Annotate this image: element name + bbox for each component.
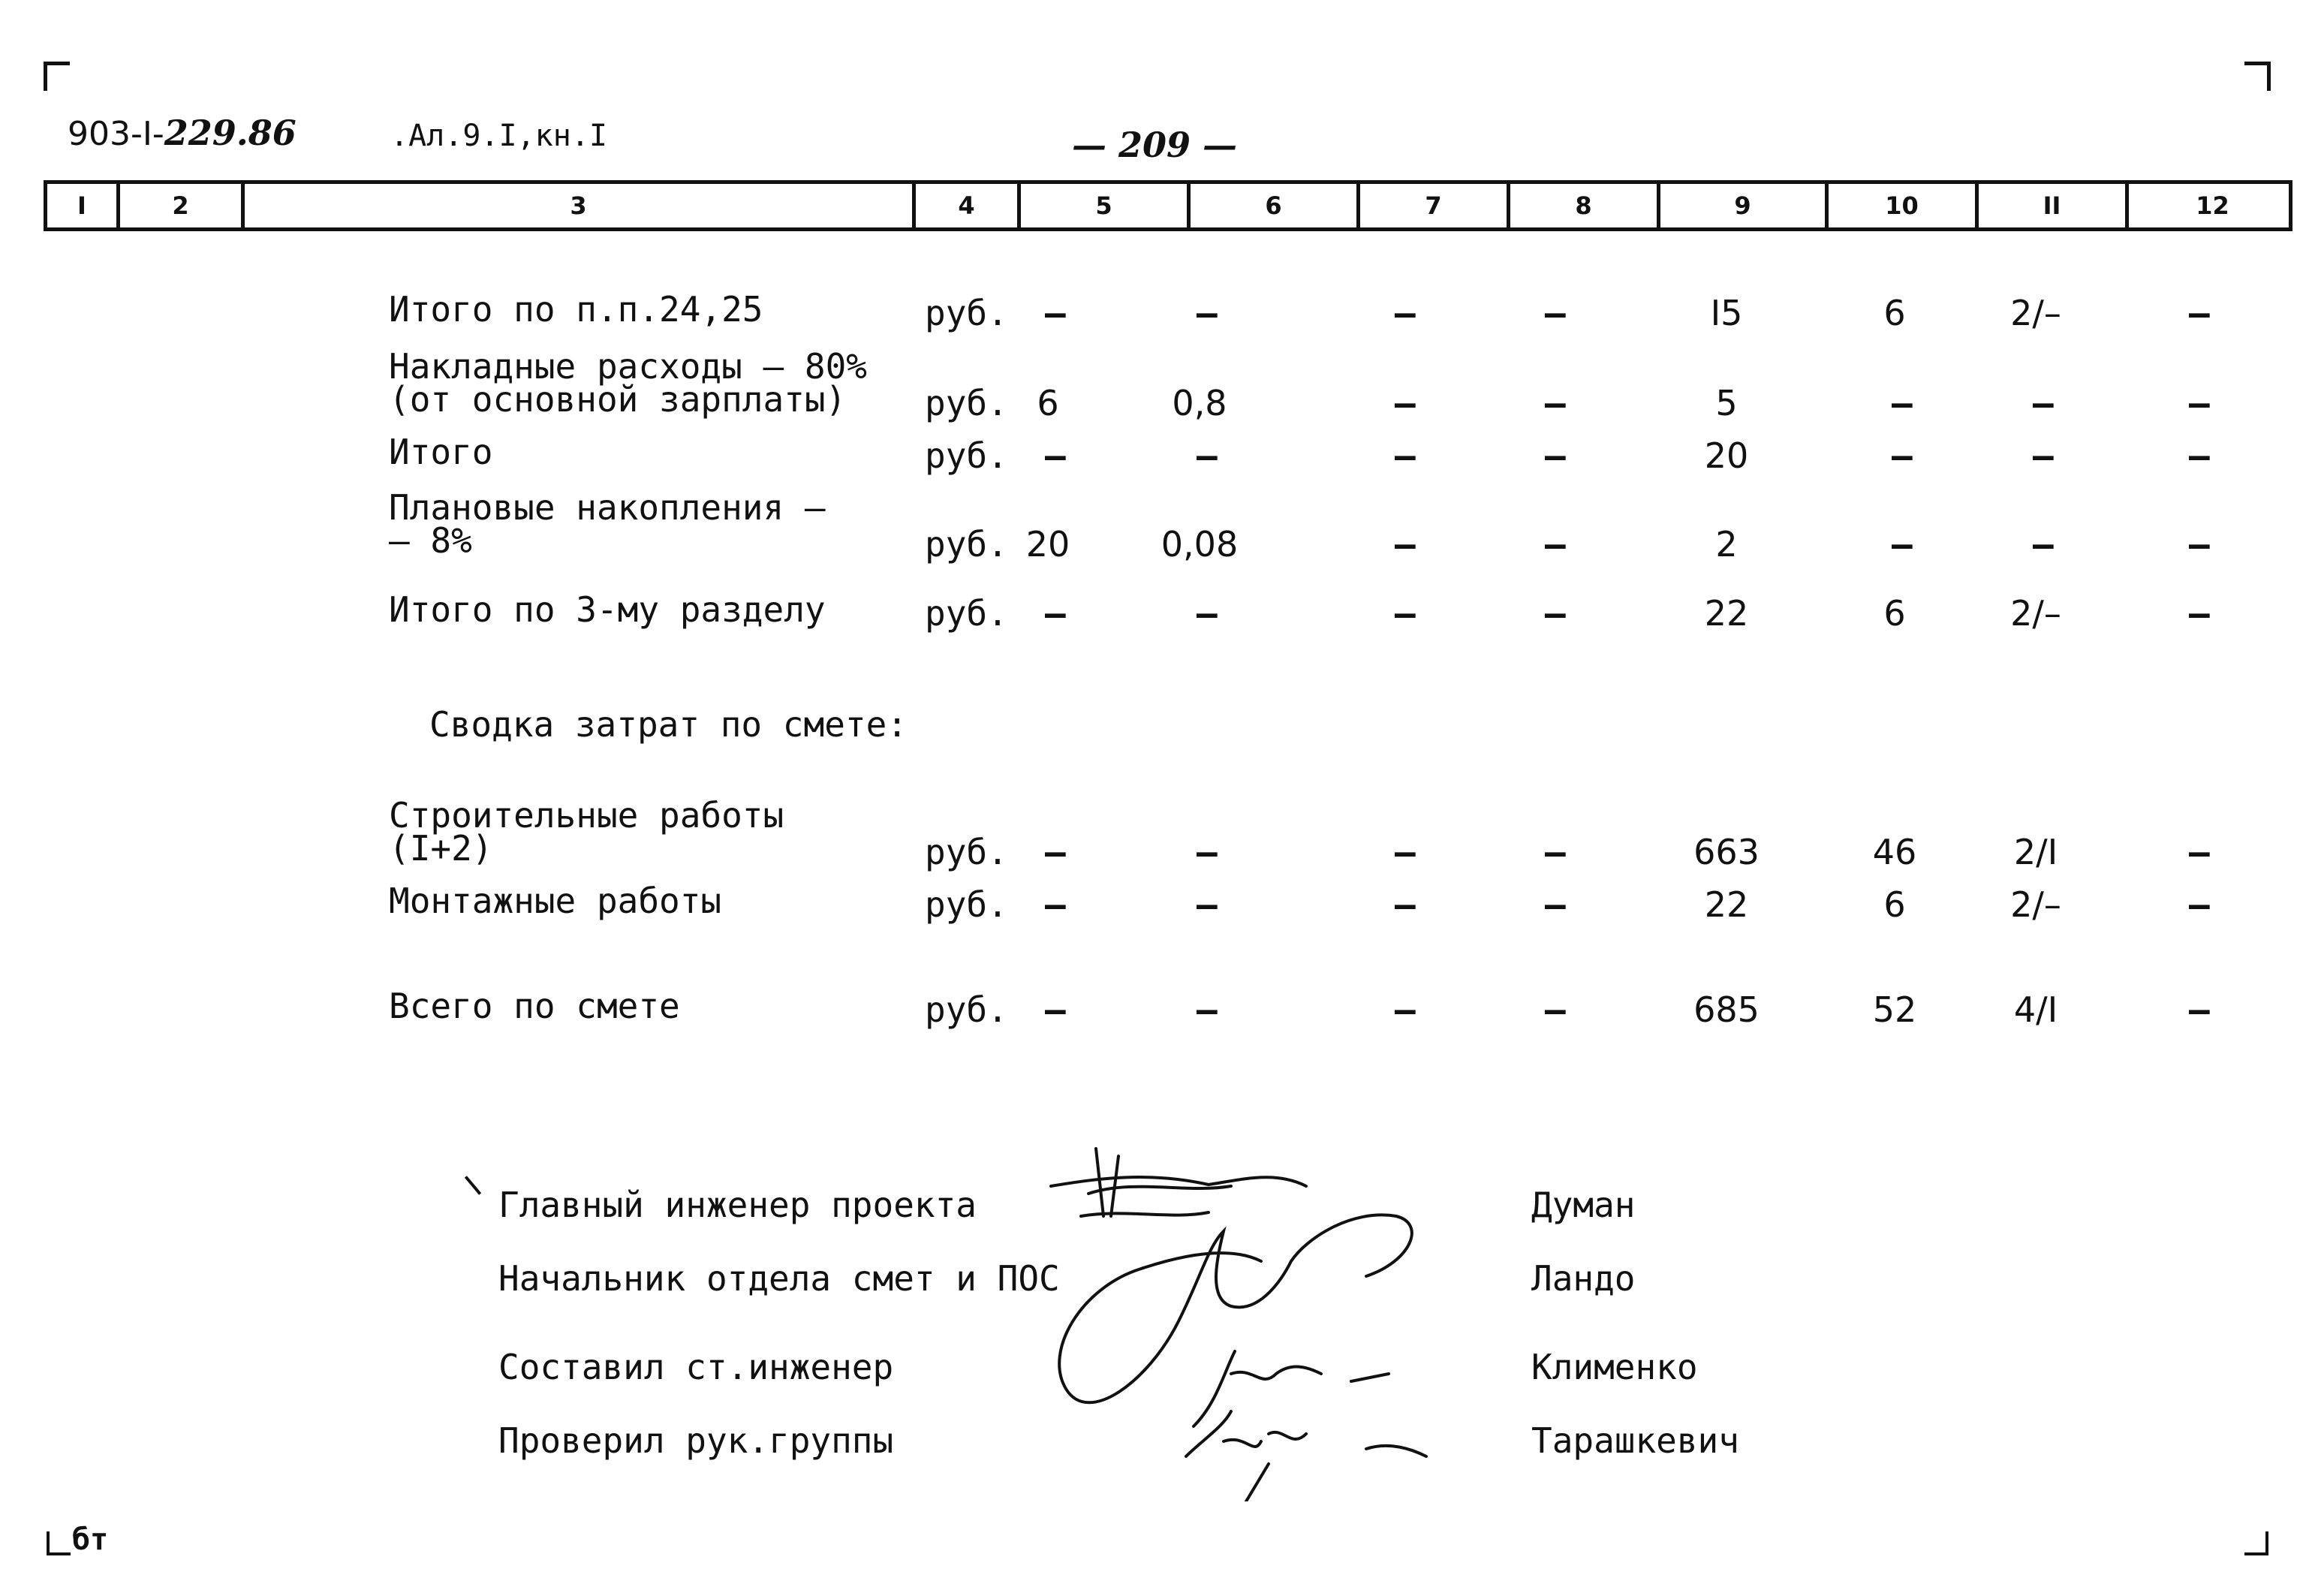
column-number-6: 6 xyxy=(1187,184,1356,227)
row-label: Всего по смете xyxy=(389,986,680,1026)
cell-c11: – xyxy=(2033,524,2054,565)
page-number: — 209 — xyxy=(1072,125,1238,165)
cell-c6: – xyxy=(1197,593,1218,634)
row-unit: руб. xyxy=(925,989,1008,1030)
cell-c6: 0,8 xyxy=(1172,383,1227,423)
cell-c10: 52 xyxy=(1872,989,1917,1030)
cell-c8: – xyxy=(1545,593,1566,634)
column-number-2: 2 xyxy=(116,184,241,227)
cell-c12: – xyxy=(2189,383,2210,423)
row-unit: руб. xyxy=(925,593,1008,634)
signature-role: Проверил рук.группы xyxy=(498,1420,894,1461)
cell-c9: 20 xyxy=(1704,435,1749,476)
cell-c6: – xyxy=(1197,884,1218,925)
row-unit: руб. xyxy=(925,435,1008,476)
cell-c12: – xyxy=(2189,832,2210,872)
corner-mark-top-right xyxy=(2244,62,2271,91)
cell-c5: – xyxy=(1045,832,1066,872)
cell-c7: – xyxy=(1395,832,1416,872)
cell-c6: – xyxy=(1197,435,1218,476)
cell-c10: – xyxy=(1892,435,1913,476)
cell-c10: – xyxy=(1892,524,1913,565)
row-unit: руб. xyxy=(925,884,1008,925)
column-number-4: 4 xyxy=(912,184,1017,227)
row-label: Строительные работы xyxy=(389,795,784,836)
cell-c8: – xyxy=(1545,383,1566,423)
signature-name: Думан xyxy=(1531,1185,1636,1225)
cell-c8: – xyxy=(1545,435,1566,476)
column-number-3: 3 xyxy=(241,184,912,227)
cell-c5: 20 xyxy=(1025,524,1070,565)
row-label: Итого xyxy=(389,432,493,472)
cell-c7: – xyxy=(1395,383,1416,423)
cell-c8: – xyxy=(1545,524,1566,565)
cell-c8: – xyxy=(1545,989,1566,1030)
signature-role: Составил ст.инженер xyxy=(498,1347,894,1387)
row-label: (от основной зарплаты) xyxy=(389,379,847,420)
row-label: Итого по 3-му разделу xyxy=(389,589,826,630)
cell-c7: – xyxy=(1395,593,1416,634)
cell-c6: – xyxy=(1197,293,1218,333)
cell-c6: 0,08 xyxy=(1161,524,1239,565)
tick-mark xyxy=(465,1176,481,1195)
column-number-5: 5 xyxy=(1017,184,1187,227)
cell-c11: 2/– xyxy=(2010,293,2061,333)
cell-c10: 6 xyxy=(1883,593,1906,634)
row-label: Итого по п.п.24,25 xyxy=(389,289,763,330)
cell-c11: – xyxy=(2033,435,2054,476)
column-number-8: 8 xyxy=(1507,184,1657,227)
footer-mark: бт xyxy=(72,1522,109,1557)
cell-c7: – xyxy=(1395,293,1416,333)
row-unit: руб. xyxy=(925,383,1008,423)
corner-mark-top-left xyxy=(44,62,70,91)
signature-name: Тарашкевич xyxy=(1531,1420,1739,1461)
cell-c12: – xyxy=(2189,293,2210,333)
cell-c9: I5 xyxy=(1710,293,1743,333)
cell-c12: – xyxy=(2189,593,2210,634)
row-label: – 8% xyxy=(389,520,472,561)
row-unit: руб. xyxy=(925,293,1008,333)
signature-name: Ландо xyxy=(1531,1258,1636,1299)
cell-c11: 2/– xyxy=(2010,884,2061,925)
cell-c8: – xyxy=(1545,832,1566,872)
cell-c12: – xyxy=(2189,884,2210,925)
cell-c9: 663 xyxy=(1693,832,1760,872)
cell-c12: – xyxy=(2189,989,2210,1030)
cell-c10: 6 xyxy=(1883,884,1906,925)
album-reference: .Ал.9.I,кн.I xyxy=(390,119,607,153)
column-number-7: 7 xyxy=(1356,184,1507,227)
row-label: (I+2) xyxy=(389,828,493,869)
signature-role: Главный инженер проекта xyxy=(498,1185,977,1225)
document-code-prefix: 903-I- xyxy=(68,115,164,153)
cell-c10: 6 xyxy=(1883,293,1906,333)
cell-c5: – xyxy=(1045,989,1066,1030)
cell-c7: – xyxy=(1395,435,1416,476)
cell-c5: – xyxy=(1045,293,1066,333)
row-label: Монтажные работы xyxy=(389,881,722,921)
cell-c12: – xyxy=(2189,524,2210,565)
cell-c9: 22 xyxy=(1704,884,1749,925)
cell-c6: – xyxy=(1197,832,1218,872)
row-unit: руб. xyxy=(925,832,1008,872)
summary-title: Сводка затрат по смете: xyxy=(429,704,908,745)
document-code-handwritten: 229.86 xyxy=(164,113,297,153)
cell-c7: – xyxy=(1395,989,1416,1030)
cell-c9: 5 xyxy=(1715,383,1738,423)
cell-c10: – xyxy=(1892,383,1913,423)
cell-c7: – xyxy=(1395,884,1416,925)
cell-c9: 685 xyxy=(1693,989,1760,1030)
cell-c5: – xyxy=(1045,593,1066,634)
cell-c5: 6 xyxy=(1037,383,1059,423)
document-code xyxy=(68,113,297,153)
cell-c11: 4/I xyxy=(2013,989,2058,1030)
column-number-9: 9 xyxy=(1657,184,1825,227)
column-number-10: 10 xyxy=(1825,184,1975,227)
column-number-1: I xyxy=(77,191,86,220)
cell-c7: – xyxy=(1395,524,1416,565)
corner-mark-bottom-right xyxy=(2244,1531,2268,1555)
cell-c11: 2/I xyxy=(2013,832,2058,872)
row-unit: руб. xyxy=(925,524,1008,565)
cell-c11: 2/– xyxy=(2010,593,2061,634)
signature-role: Начальник отдела смет и ПОС xyxy=(498,1258,1060,1299)
cell-c5: – xyxy=(1045,435,1066,476)
cell-c6: – xyxy=(1197,989,1218,1030)
corner-mark-bottom-left xyxy=(47,1531,71,1555)
column-number-11: II xyxy=(1975,184,2125,227)
handwritten-signatures-icon xyxy=(1036,1126,1501,1501)
cell-c10: 46 xyxy=(1872,832,1917,872)
row-label: Плановые накопления – xyxy=(389,487,826,528)
cell-c12: – xyxy=(2189,435,2210,476)
signature-name: Клименко xyxy=(1531,1347,1698,1387)
cell-c5: – xyxy=(1045,884,1066,925)
cell-c9: 22 xyxy=(1704,593,1749,634)
cell-c8: – xyxy=(1545,884,1566,925)
cell-c11: – xyxy=(2033,383,2054,423)
cell-c9: 2 xyxy=(1715,524,1738,565)
column-number-header xyxy=(44,180,2292,231)
cell-c8: – xyxy=(1545,293,1566,333)
row-label: Накладные расходы – 80% xyxy=(389,346,867,387)
column-number-12: 12 xyxy=(2125,184,2296,227)
